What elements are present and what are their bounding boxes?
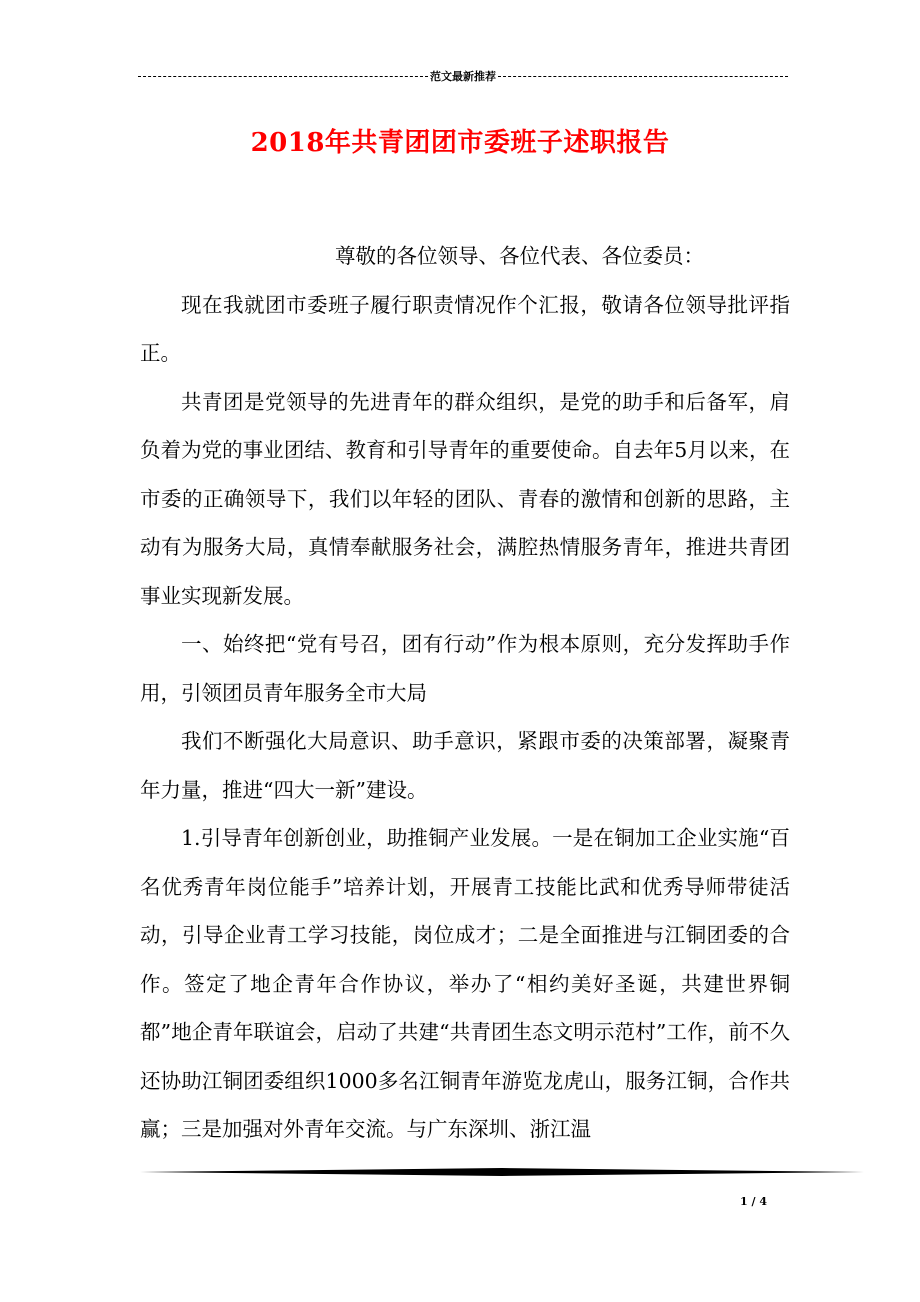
- body-paragraph: 现在我就团市委班子履行职责情况作个汇报，敬请各位领导批评指正。: [140, 292, 790, 365]
- page-number: 1 / 4: [740, 1195, 767, 1208]
- header-label: 范文最新推荐: [430, 70, 496, 83]
- body-paragraph: 我们不断强化大局意识、助手意识，紧跟市委的决策部署，凝聚青年力量，推进“四大一新”建设。: [140, 729, 790, 802]
- document-title: 2018年共青团团市委班子述职报告: [250, 128, 670, 158]
- salutation-paragraph: 尊敬的各位领导、各位代表、各位委员：: [335, 244, 704, 268]
- document-body: [140, 232, 790, 1154]
- footer-divider: [140, 1168, 864, 1176]
- header-divider-left: [138, 76, 428, 77]
- page-header: [138, 66, 788, 86]
- body-paragraph: 1.引导青年创新创业，助推铜产业发展。一是在铜加工企业实施“百名优秀青年岗位能手”培养计划，开展青工技能比武和优秀导师带徒活动，引导企业青工学习技能，岗位成才；二是全面推进与江铜团委的合作。签定了地企青年合作协议，举办了“相约美好圣诞，共建世界铜都”地企青年联谊会，启动了共建“共青团生态文明示范村”工作，前不久还协助江铜团委组织1000多名江铜青年游览龙虎山，服务江铜，合作共赢；三是加强对外青年交流。与广东深圳、浙江温: [140, 826, 790, 1141]
- body-paragraph: 共青团是党领导的先进青年的群众组织，是党的助手和后备军，肩负着为党的事业团结、教育和引导青年的重要使命。自去年5月以来，在市委的正确领导下，我们以年轻的团队、青春的激情和创新的思路，主动有为服务大局，真情奉献服务社会，满腔热情服务青年，推进共青团事业实现新发展。: [140, 389, 790, 608]
- header-divider-right: [498, 76, 788, 77]
- section-heading: 一、始终把“党有号召，团有行动”作为根本原则，充分发挥助手作用，引领团员青年服务全市大局: [140, 632, 790, 705]
